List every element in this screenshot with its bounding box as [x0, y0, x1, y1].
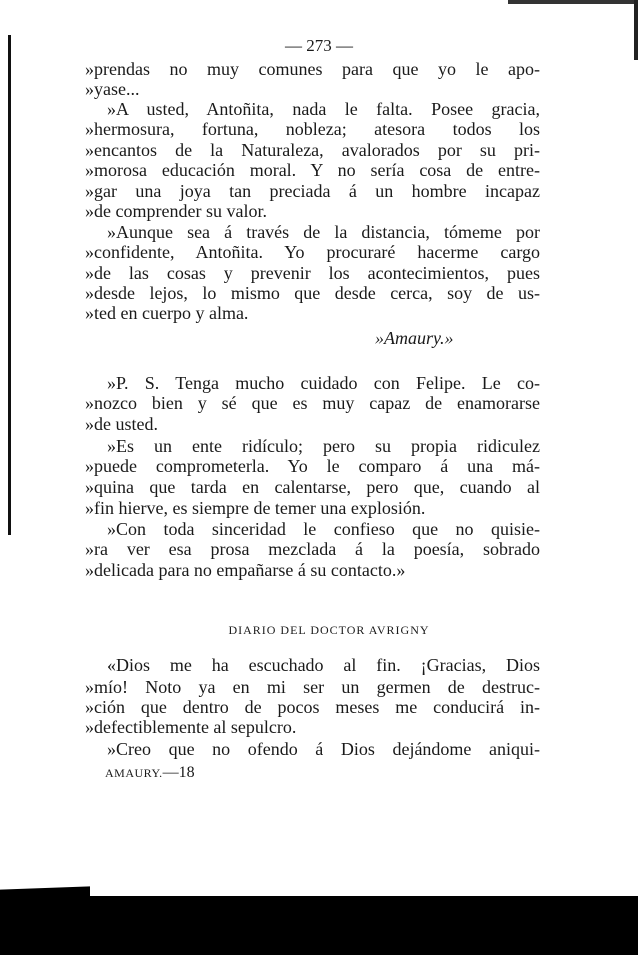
text-line: »ción que dentro de pocos meses me conducirá in- [85, 697, 540, 717]
text-line: »de usted. [85, 414, 158, 434]
text-line: »hermosura, fortuna, nobleza; atesora todos los [85, 119, 540, 139]
text-line: »Aunque sea á través de la distancia, tómeme por [107, 222, 540, 242]
signature-mark-title: AMAURY. [105, 766, 163, 780]
text-line: »confidente, Antoñita. Yo procuraré hacerme cargo [85, 242, 540, 262]
signature-mark [105, 763, 195, 783]
letter-signature: »Amaury.» [375, 328, 454, 348]
text-line: »fin hierve, es siempre de temer una explosión. [85, 498, 426, 518]
scan-bottom-border [0, 896, 638, 955]
section-heading: DIARIO DEL DOCTOR AVRIGNY [228, 623, 430, 637]
text-line: »ted en cuerpo y alma. [85, 303, 249, 323]
text-line: »A usted, Antoñita, nada le falta. Posee gracia, [107, 99, 540, 119]
text-line: »de comprender su valor. [85, 201, 267, 221]
text-line: »defectiblemente al sepulcro. [85, 717, 297, 737]
scan-edge-left [8, 35, 11, 535]
text-line: »Es un ente ridículo; pero su propia ridiculez [107, 436, 540, 456]
text-line: «Dios me ha escuchado al fin. ¡Gracias, Dios [107, 655, 540, 675]
text-line: »Con toda sinceridad le confieso que no quisie- [107, 519, 540, 539]
text-line: »desde lejos, lo mismo que desde cerca, soy de us- [85, 283, 540, 303]
text-line: »ra ver esa prosa mezclada á la poesía, sobrado [85, 539, 540, 559]
text-line: »puede comprometerla. Yo le comparo á una má- [85, 456, 540, 476]
text-line: »quina que tarda en calentarse, pero que, cuando al [85, 477, 540, 497]
text-line: »gar una joya tan preciada á un hombre incapaz [85, 181, 540, 201]
signature-mark-number: —18 [162, 764, 195, 781]
text-line: »delicada para no empañarse á su contacto.» [85, 560, 406, 580]
text-line: »de las cosas y prevenir los acontecimientos, pues [85, 263, 540, 283]
text-line: »encantos de la Naturaleza, avalorados por su pri- [85, 140, 540, 160]
scan-edge-top [508, 0, 638, 4]
text-line: »prendas no muy comunes para que yo le apo- [85, 59, 540, 79]
text-line: »yase... [85, 79, 140, 99]
page-number: — 273 — [285, 36, 353, 55]
text-line: »nozco bien y sé que es muy capaz de enamorarse [85, 393, 540, 413]
text-line: »Creo que no ofendo á Dios dejándome aniqui- [107, 739, 540, 759]
text-line: »morosa educación moral. Y no sería cosa de entre- [85, 160, 540, 180]
text-line: »mío! Noto ya en mi ser un germen de destruc- [85, 677, 540, 697]
text-line: »P. S. Tenga mucho cuidado con Felipe. Le co- [107, 373, 540, 393]
